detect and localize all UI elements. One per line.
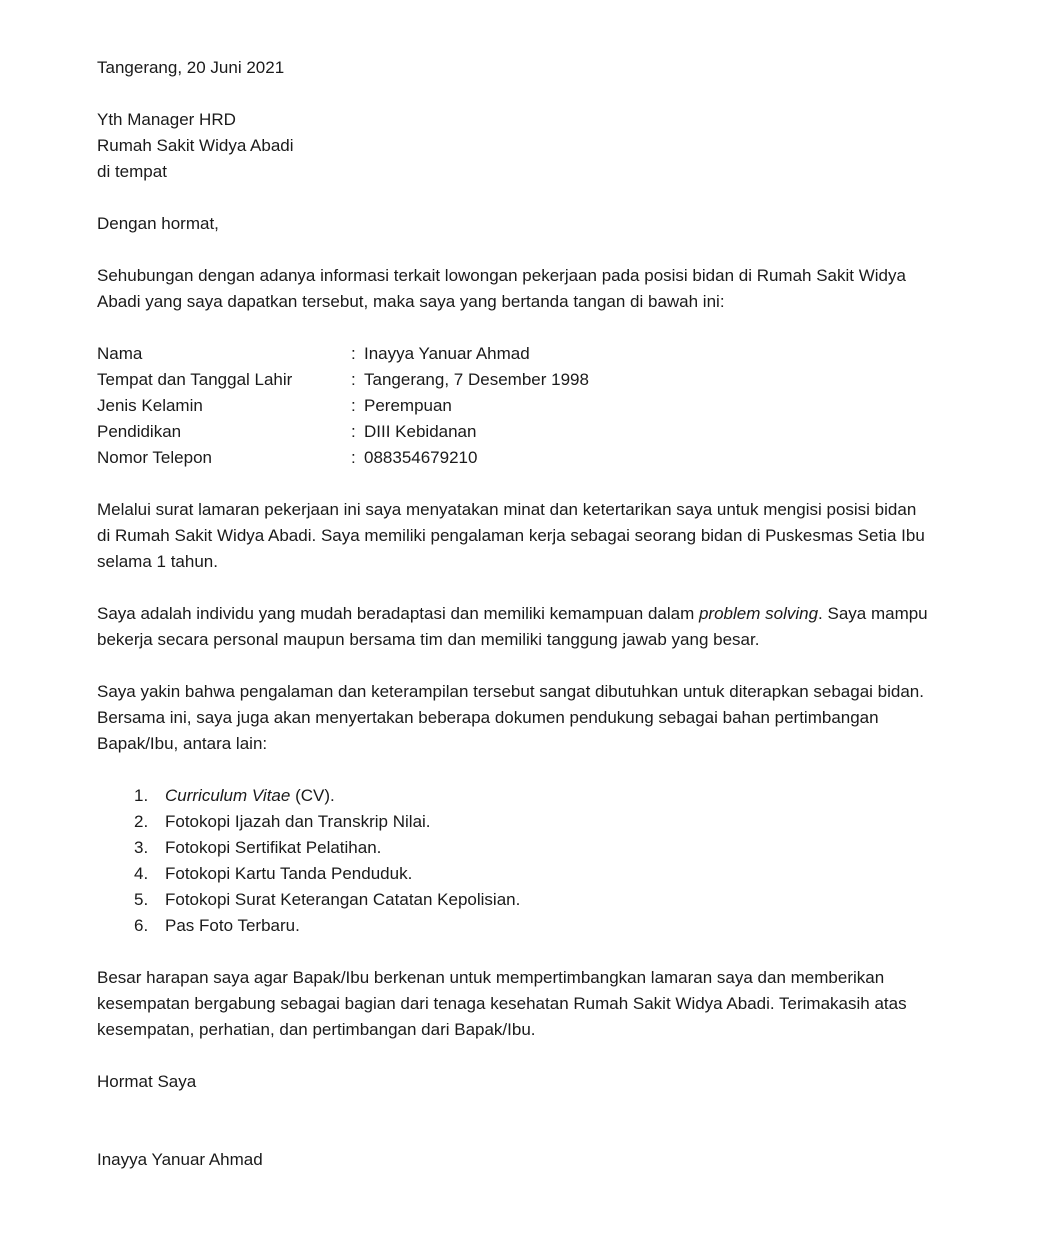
identity-row-tempat-tanggal-lahir xyxy=(97,367,589,393)
identity-separator: : xyxy=(351,448,356,467)
signoff: Hormat Saya xyxy=(97,1072,197,1091)
recipient-line-2: Rumah Sakit Widya Abadi xyxy=(97,136,294,155)
closing-paragraph: Besar harapan saya agar Bapak/Ibu berkenan untuk mempertimbangkan lamaran saya dan memberikan kesempatan bergabung sebagai bagian dari tenaga kesehatan Rumah Sakit Widya Abadi. Terimakasih atas kesempatan, perhatian, dan pertimbangan dari Bapak/Ibu. xyxy=(97,968,907,1039)
date-line: Tangerang, 20 Juni 2021 xyxy=(97,58,285,77)
attachment-italic: Curriculum Vitae xyxy=(165,786,291,805)
body-paragraph-1: Melalui surat lamaran pekerjaan ini saya menyatakan minat dan ketertarikan saya untuk mengisi posisi bidan di Rumah Sakit Widya Abadi. Saya memiliki pengalaman kerja sebagai seorang bidan di Puskesmas Setia Ibu selama 1 tahun. xyxy=(97,500,925,571)
identity-value: DIII Kebidanan xyxy=(364,422,477,441)
body-paragraph-2-part1: Saya adalah individu yang mudah beradaptasi dan memiliki kemampuan dalam xyxy=(97,604,699,623)
spacer xyxy=(97,237,930,263)
identity-label: Nomor Telepon xyxy=(97,448,212,467)
list-item xyxy=(97,783,930,809)
identity-value: Inayya Yanuar Ahmad xyxy=(364,344,530,363)
recipient-line-1: Yth Manager HRD xyxy=(97,110,236,129)
list-item xyxy=(97,913,930,939)
spacer xyxy=(97,185,930,211)
spacer xyxy=(97,653,930,679)
identity-value: Perempuan xyxy=(364,396,452,415)
identity-row-pendidikan xyxy=(97,419,589,445)
recipient-block xyxy=(97,107,930,185)
list-item xyxy=(97,835,930,861)
body-paragraph-2-italic: problem solving xyxy=(698,604,819,623)
body-paragraph-3: Saya yakin bahwa pengalaman dan keterampilan tersebut sangat dibutuhkan untuk diterapkan sebagai bidan. Bersama ini, saya juga akan menyertakan beberapa dokumen pendukung sebagai bahan pertimbangan Bapak/Ibu, antara lain: xyxy=(97,682,924,753)
attachment-text: Fotokopi Sertifikat Pelatihan. xyxy=(165,838,382,857)
salutation: Dengan hormat, xyxy=(97,214,219,233)
identity-label: Pendidikan xyxy=(97,422,182,441)
spacer xyxy=(97,471,930,497)
signature-space xyxy=(97,1095,930,1147)
attachment-text: Fotokopi Kartu Tanda Penduduk. xyxy=(165,864,413,883)
identity-separator: : xyxy=(351,370,356,389)
attachment-text: Fotokopi Surat Keterangan Catatan Kepolisian. xyxy=(165,890,521,909)
attachment-list xyxy=(97,783,930,939)
identity-row-nomor-telepon xyxy=(97,445,589,471)
identity-fields-body xyxy=(97,341,589,471)
attachment-text: (CV). xyxy=(290,786,335,805)
spacer xyxy=(97,315,930,341)
signature-name: Inayya Yanuar Ahmad xyxy=(97,1150,263,1169)
identity-separator: : xyxy=(351,344,356,363)
body-paragraph-2 xyxy=(97,601,930,653)
list-item xyxy=(97,887,930,913)
identity-label: Jenis Kelamin xyxy=(97,396,203,415)
spacer xyxy=(97,81,930,107)
identity-label: Tempat dan Tanggal Lahir xyxy=(97,370,293,389)
spacer xyxy=(97,575,930,601)
identity-row-jenis-kelamin xyxy=(97,393,589,419)
intro-paragraph: Sehubungan dengan adanya informasi terkait lowongan pekerjaan pada posisi bidan di Rumah Sakit Widya Abadi yang saya dapatkan tersebut, maka saya yang bertanda tangan di bawah ini: xyxy=(97,266,906,311)
identity-separator: : xyxy=(351,422,356,441)
recipient-line-3: di tempat xyxy=(97,162,167,181)
identity-value: 088354679210 xyxy=(364,448,478,467)
identity-label: Nama xyxy=(97,344,143,363)
spacer xyxy=(97,757,930,783)
spacer xyxy=(97,1043,930,1069)
list-item xyxy=(97,809,930,835)
attachment-text: Pas Foto Terbaru. xyxy=(165,916,300,935)
attachment-text: Fotokopi Ijazah dan Transkrip Nilai. xyxy=(165,812,431,831)
list-item xyxy=(97,861,930,887)
identity-value: Tangerang, 7 Desember 1998 xyxy=(364,370,589,389)
identity-row-nama xyxy=(97,341,589,367)
identity-fields xyxy=(97,341,589,471)
spacer xyxy=(97,939,930,965)
letter-body xyxy=(97,55,930,1173)
body-paragraph-2-part2: . Saya mampu bekerja secara personal maupun bersama tim dan memiliki tanggung jawab yang besar. xyxy=(97,604,928,649)
identity-separator: : xyxy=(351,396,356,415)
